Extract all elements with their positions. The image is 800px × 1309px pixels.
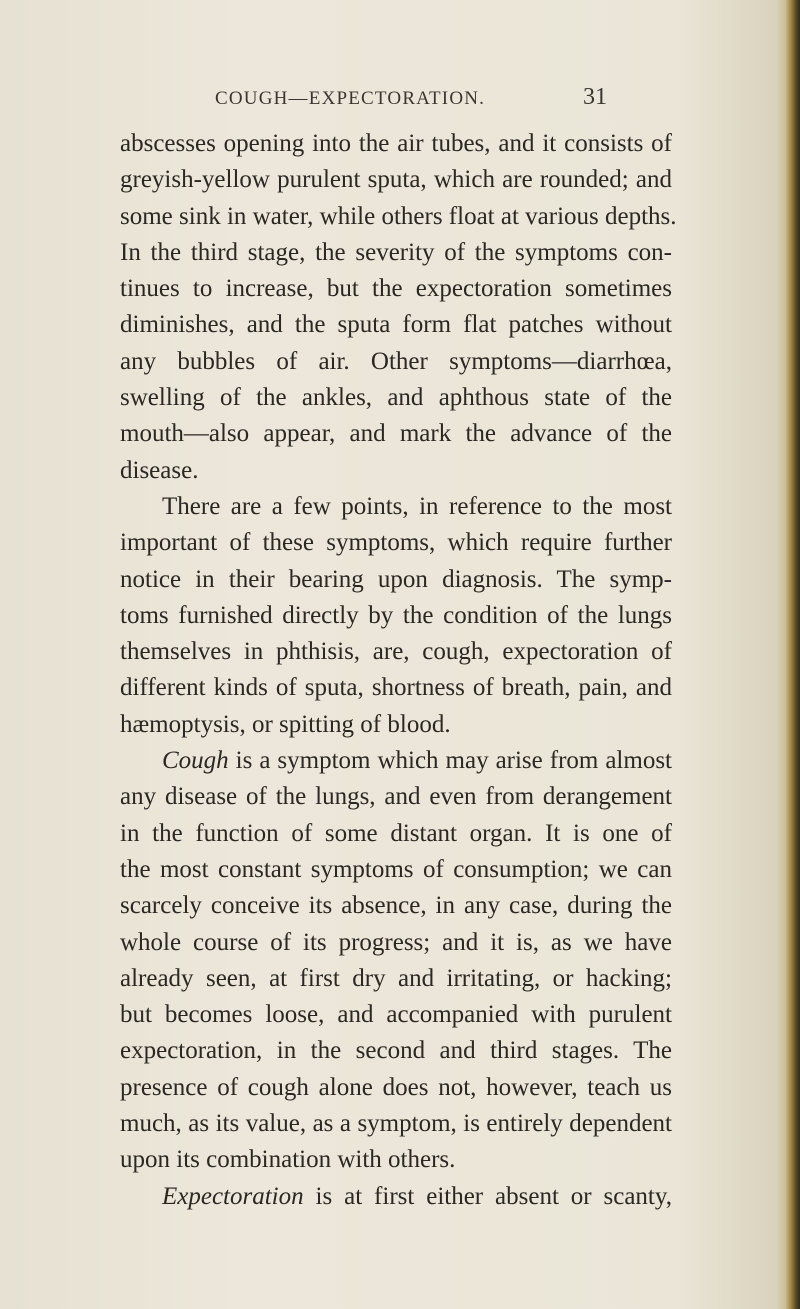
text-line: diminishes, and the sputa form flat patches without [120, 311, 672, 339]
running-head [215, 84, 635, 118]
text-line: abscesses opening into the air tubes, and it consists of [120, 130, 672, 157]
text-line: greyish-yellow purulent sputa, which are rounded; and [120, 166, 672, 194]
text-line: any disease of the lungs, and even from derangement [120, 783, 672, 811]
text-line: tinues to increase, but the expectoration sometimes [120, 275, 672, 303]
text-line: any bubbles of air. Other symptoms—diarrhœa, [120, 347, 672, 375]
text-line-rest: is a symptom which may arise from almost [235, 747, 672, 775]
italic-term-cough: Cough [162, 747, 229, 775]
text-line: scarcely conceive its absence, in any case, during the [120, 892, 672, 920]
text-line-rest: is at first either absent or scanty, [315, 1182, 673, 1210]
text-line: the most constant symptoms of consumption; we can [120, 855, 672, 883]
page-number: 31 [583, 84, 607, 110]
running-title: COUGH—EXPECTORATION. [215, 88, 486, 109]
text-line: There are a few points, in reference to the most [162, 492, 672, 520]
text-line: expectoration, in the second and third stages. The [120, 1037, 672, 1065]
text-line: themselves in phthisis, are, cough, expectoration of [120, 638, 672, 666]
text-line: hæmoptysis, or spitting of blood. [120, 710, 451, 738]
text-line-cough [120, 743, 672, 779]
text-line: some sink in water, while others float at various depths. [120, 202, 677, 230]
text-line-expectoration [120, 1179, 672, 1215]
text-line: disease. [120, 456, 199, 484]
text-line: upon its combination with others. [120, 1146, 456, 1174]
text-line: in the function of some distant organ. It is one of [120, 819, 672, 847]
text-line: already seen, at first dry and irritating, or hacking; [120, 964, 672, 992]
text-line: whole course of its progress; and it is, as we have [120, 928, 672, 956]
text-line: In the third stage, the severity of the symptoms con- [120, 238, 672, 266]
italic-term-expectoration: Expectoration [162, 1182, 304, 1210]
text-line: swelling of the ankles, and aphthous state of the [120, 384, 672, 412]
text-line: notice in their bearing upon diagnosis. The symp- [120, 565, 672, 593]
text-line: different kinds of sputa, shortness of breath, pain, and [120, 674, 672, 702]
text-line: but becomes loose, and accompanied with purulent [120, 1001, 672, 1029]
text-line: important of these symptoms, which require further [120, 529, 672, 557]
text-line: mouth—also appear, and mark the advance of the [120, 420, 672, 448]
page-spine-edge [786, 0, 800, 1309]
text-line: presence of cough alone does not, however, teach us [120, 1073, 672, 1101]
text-line: much, as its value, as a symptom, is entirely dependent [120, 1110, 672, 1138]
body-text [120, 126, 677, 1215]
text-line: toms furnished directly by the condition of the lungs [120, 601, 672, 629]
